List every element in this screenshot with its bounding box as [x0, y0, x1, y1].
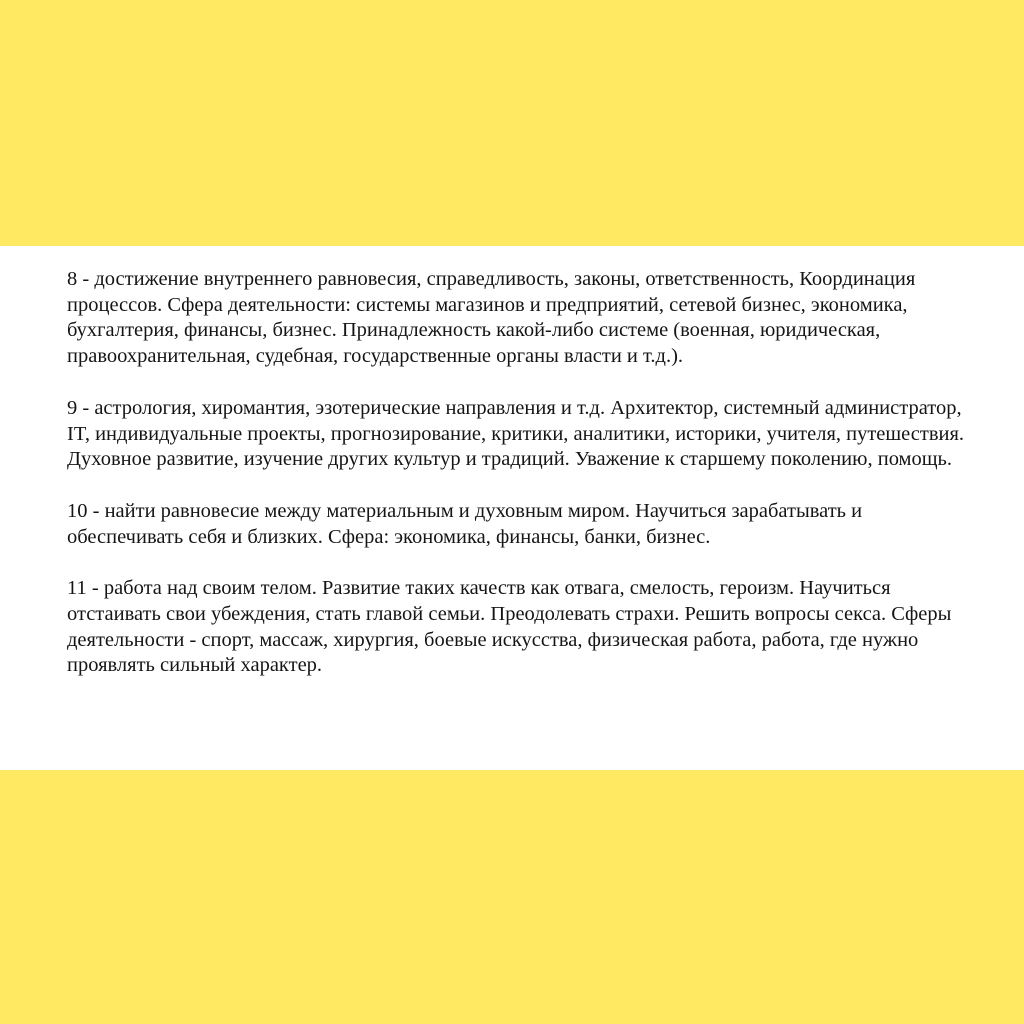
- paragraph-10: 10 - найти равновесие между материальным и духовным миром. Научиться зарабатывать и обеспечивать себя и близких. Сфера: экономика, финансы, банки, бизнес.: [67, 499, 863, 548]
- paragraph-11: 11 - работа над своим телом. Развитие таких качеств как отвага, смелость, героизм. Научиться отстаивать свои убеждения, стать главой семьи. Преодолевать страхи. Решить вопросы секса. Сферы деятельности - спорт, массаж, хирургия, боевые искусства, физическая работа, работа, где нужно проявлять сильный характер.: [67, 577, 952, 677]
- text-card: [0, 246, 1024, 770]
- paragraph-9: 9 - астрология, хиромантия, эзотерические направления и т.д. Архитектор, системный администратор, IT, индивидуальные проекты, прогнозирование, критики, аналитики, историки, учителя, путешествия. Духовное развитие, изучение других культур и традиций. Уважение к старшему поколению, помощь.: [67, 396, 965, 471]
- paragraph-8: 8 - достижение внутреннего равновесия, справедливость, законы, ответственность, Координация процессов. Сфера деятельности: системы магазинов и предприятий, сетевой бизнес, экономика, бухгалтерия, финансы, бизнес. Принадлежность какой-либо системе (военная, юридическая, правоохранительная, судебная, государственные органы власти и т.д.).: [67, 268, 916, 368]
